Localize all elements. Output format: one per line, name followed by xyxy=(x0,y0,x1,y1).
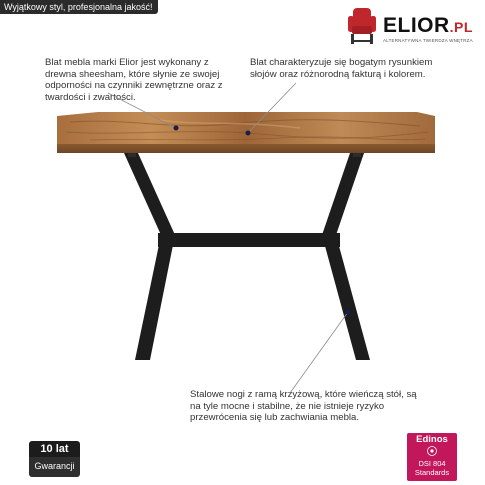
award-seal-icon xyxy=(421,446,443,456)
note-steel-legs: Stalowe nogi z ramą krzyżową, które wieńczą stół, są na tyle mocne i stabilne, że nie istnieje ryzyko przewrócenia się lub zachwiania mebla. xyxy=(190,389,417,423)
banner-text: Wyjątkowy styl, profesjonalna jakość! xyxy=(4,2,153,12)
edinos-standards: Standards xyxy=(414,468,450,477)
logo-name-suffix: .PL xyxy=(449,19,473,35)
note-wood-grain: Blat charakteryzuje się bogatym rysunkiem słojów oraz różnorodną fakturą i kolorem. xyxy=(250,57,433,80)
table-legs xyxy=(124,153,370,360)
note-table-top-material: Blat mebla marki Elior jest wykonany z drewna sheesham, które słynie ze swojej odporności na czynniki zewnętrzne oraz z twardości i zwartości. xyxy=(45,57,223,103)
logo-tagline: ALTERNATYWNA TWIERDZA WNĘTRZA xyxy=(383,38,473,43)
warranty-label: Gwarancji xyxy=(29,457,80,477)
edinos-brand: Edinos xyxy=(416,434,448,445)
warranty-badge xyxy=(29,441,80,477)
edinos-dsi: DSI 804 xyxy=(418,459,446,468)
edinos-badge xyxy=(407,433,457,481)
warranty-years: 10 lat xyxy=(29,441,80,457)
logo-name-main: ELIOR xyxy=(383,14,450,37)
callout-dots xyxy=(174,126,351,315)
